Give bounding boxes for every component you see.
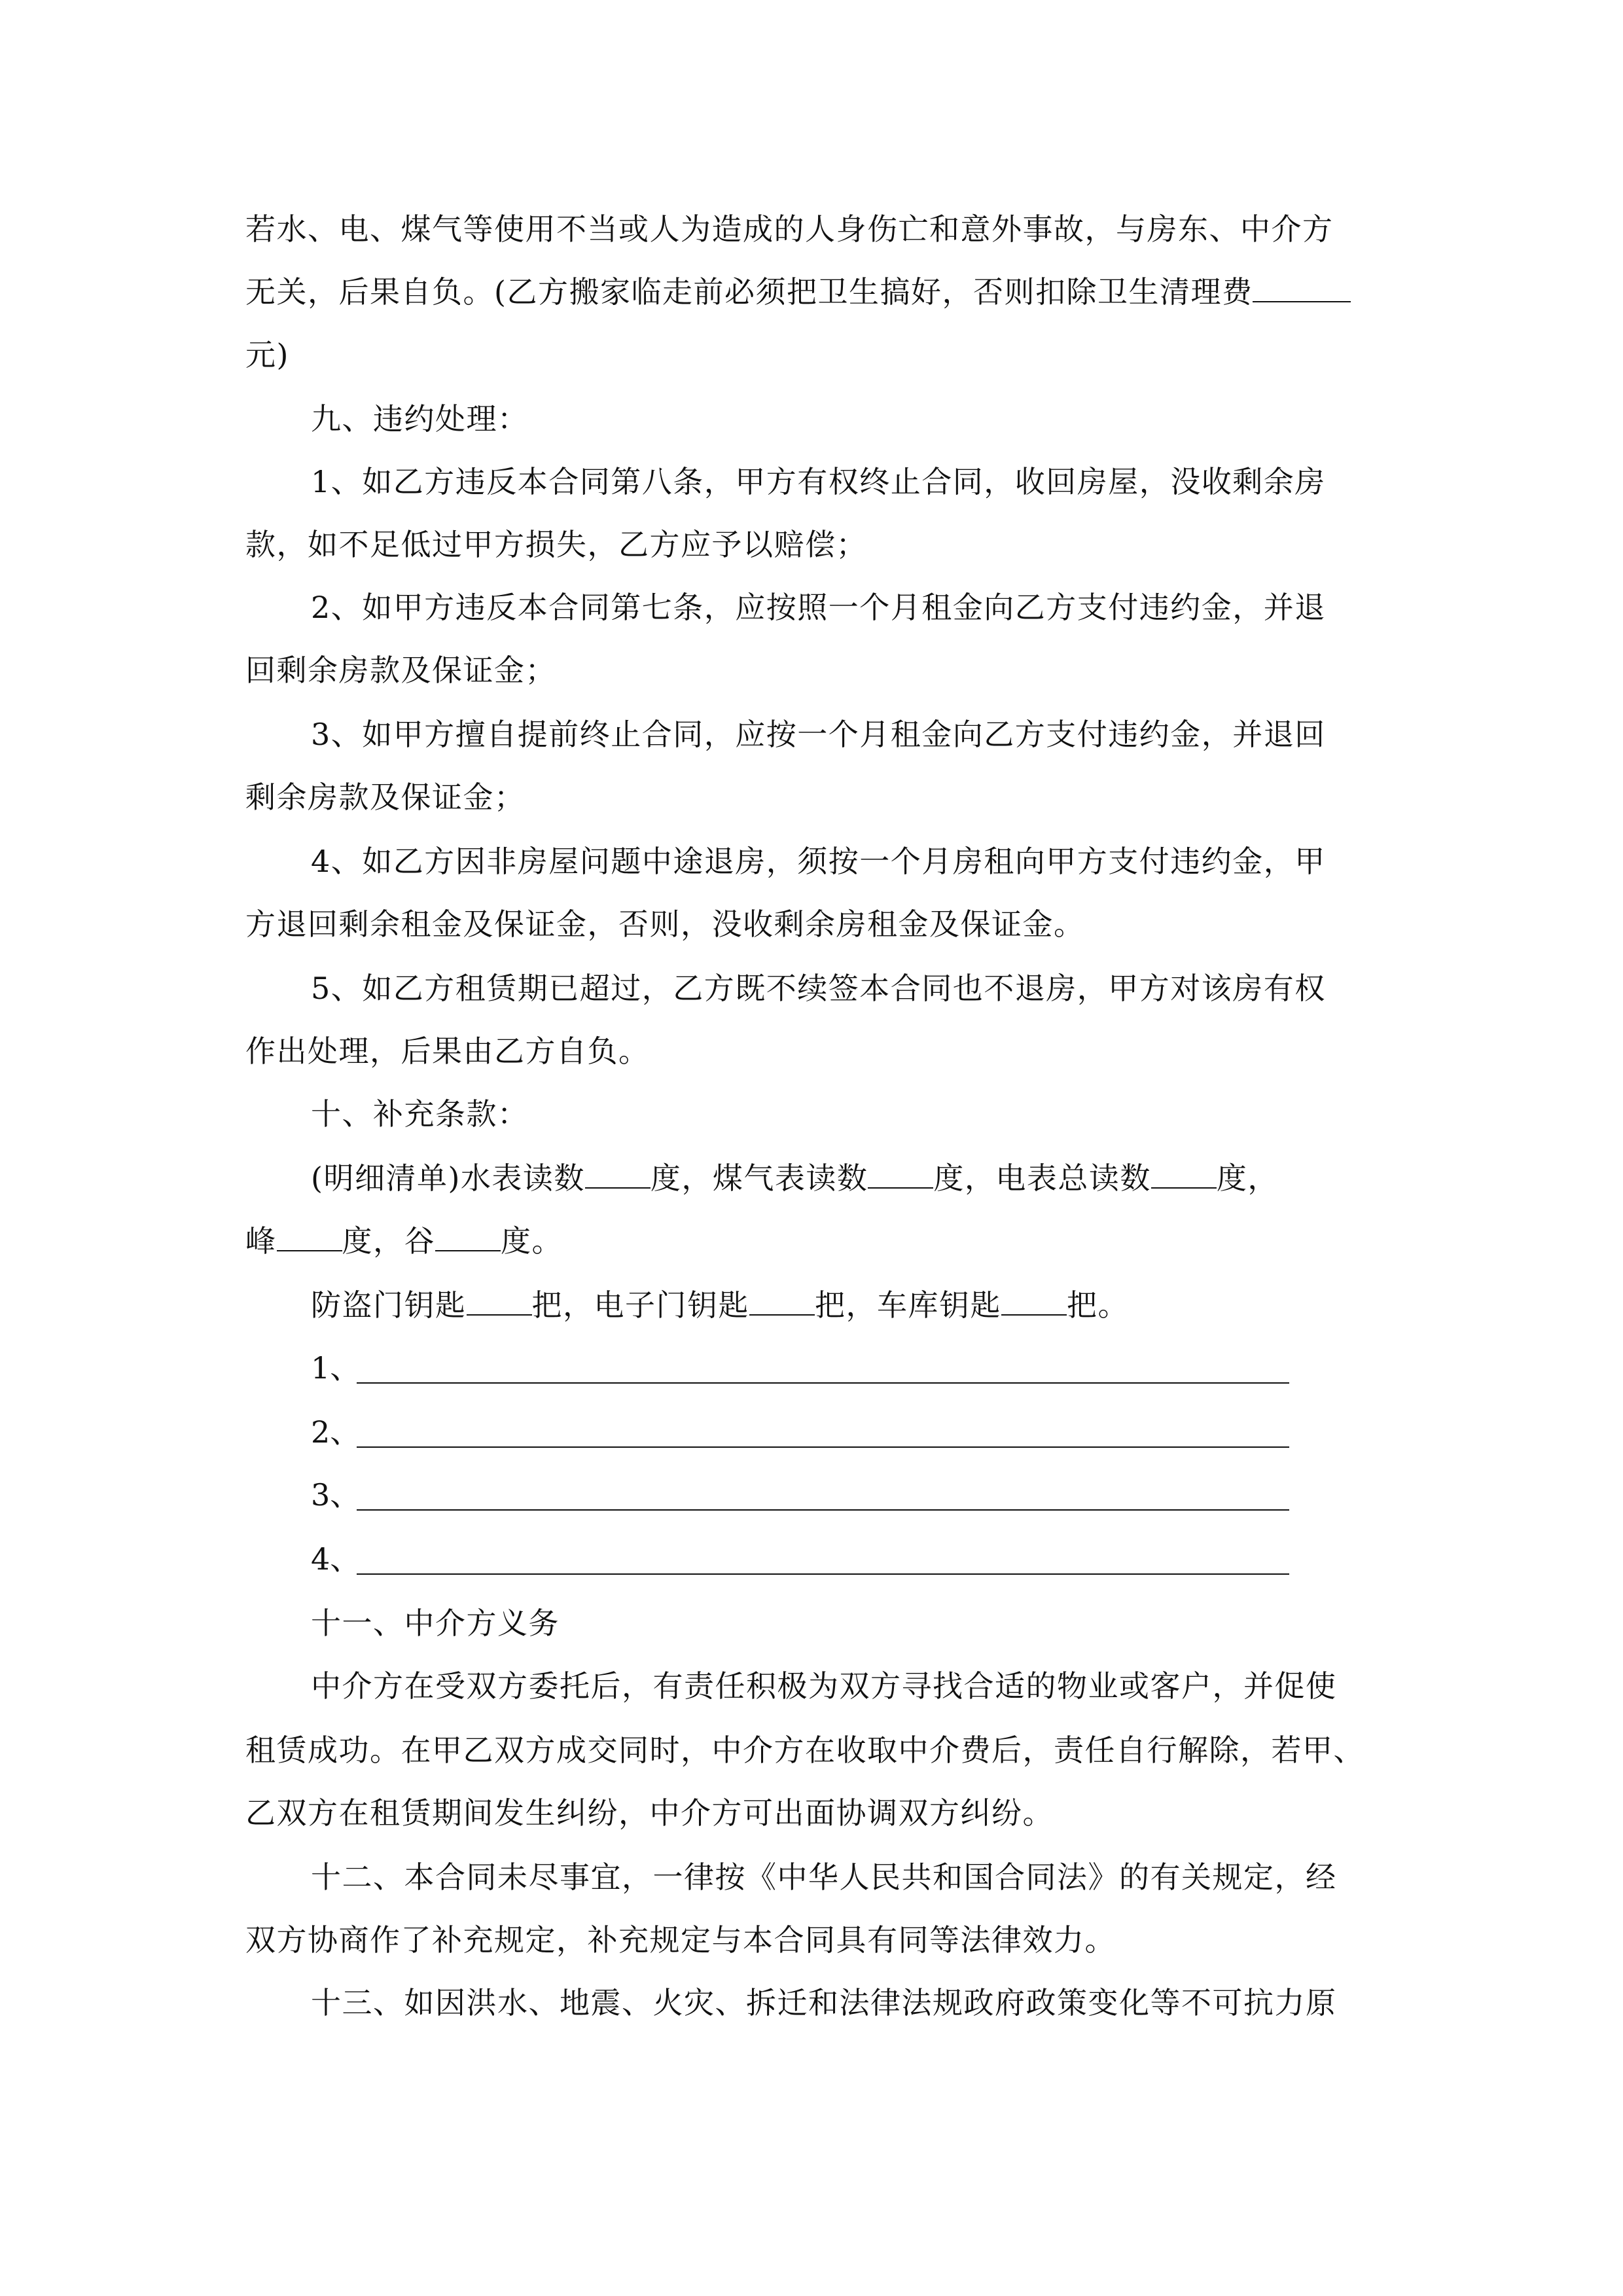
fill-in-line: [357, 1382, 1289, 1384]
electric-meter-blank: [1151, 1158, 1217, 1189]
valley-blank: [435, 1221, 501, 1251]
paragraph-line: 方退回剩余租金及保证金，否则，没收剩余房租金及保证金。: [245, 906, 1085, 942]
item-number: 3、: [311, 1477, 361, 1513]
paragraph-line: 2、如甲方违反本合同第七条，应按照一个月租金向乙方支付违约金，并退: [311, 590, 1326, 625]
paragraph-text: 把。: [1067, 1287, 1129, 1323]
paragraph-line: 3、如甲方擅自提前终止合同，应按一个月租金向乙方支付违约金，并退回: [311, 717, 1326, 752]
supplementary-item: [311, 1348, 360, 1388]
paragraph-line: 1、如乙方违反本合同第八条，甲方有权终止合同，收回房屋，没收剩余房: [311, 464, 1326, 499]
paragraph-text: 度，谷: [342, 1223, 435, 1259]
fill-in-line: [357, 1509, 1289, 1511]
paragraph-text: 度，煤气表读数: [650, 1160, 868, 1196]
paragraph-text: 把，车库钥匙: [815, 1287, 1001, 1323]
paragraph-line: [245, 272, 1351, 312]
supplementary-item: [311, 1412, 360, 1452]
paragraph-line: 十三、如因洪水、地震、火灾、拆迁和法律法规政府政策变化等不可抗力原: [311, 1985, 1337, 2020]
paragraph-text: 度。: [501, 1223, 563, 1259]
paragraph-line: 租赁成功。在甲乙双方成交同时，中介方在收取中介费后，责任自行解除，若甲、: [245, 1732, 1364, 1768]
cleaning-fee-blank: [1253, 272, 1351, 302]
water-meter-blank: [585, 1158, 651, 1189]
supplementary-item: [311, 1475, 360, 1515]
supplementary-item: [311, 1539, 360, 1579]
paragraph-text: 度，: [1216, 1160, 1279, 1196]
keys-line: [311, 1285, 1129, 1325]
paragraph-line: 元): [245, 337, 289, 372]
section-heading: 十一、中介方义务: [311, 1605, 560, 1641]
peak-blank: [277, 1221, 342, 1251]
security-door-key-blank: [467, 1285, 532, 1316]
garage-key-blank: [1001, 1285, 1067, 1316]
paragraph-text: 峰: [245, 1223, 277, 1259]
gas-meter-blank: [868, 1158, 933, 1189]
paragraph-line: 十二、本合同未尽事宜，一律按《中华人民共和国合同法》的有关规定，经: [311, 1859, 1337, 1895]
paragraph-line: 若水、电、煤气等使用不当或人为造成的人身伤亡和意外事故，与房东、中介方: [245, 211, 1334, 247]
paragraph-text: (明细清单)水表读数: [311, 1160, 585, 1196]
item-number: 4、: [311, 1541, 361, 1577]
paragraph-text: 把，电子门钥匙: [531, 1287, 749, 1323]
section-heading: 九、违约处理：: [311, 401, 529, 437]
paragraph-text: 度，电表总读数: [933, 1160, 1151, 1196]
paragraph-text: 防盗门钥匙: [311, 1287, 467, 1323]
paragraph-line: 款，如不足低过甲方损失，乙方应予以赔偿；: [245, 527, 867, 562]
meter-readings-line: [311, 1158, 1279, 1198]
fill-in-line: [357, 1446, 1289, 1448]
paragraph-line: 乙双方在租赁期间发生纠纷，中介方可出面协调双方纠纷。: [245, 1795, 1054, 1831]
paragraph-line: 回剩余房款及保证金；: [245, 653, 556, 688]
section-heading: 十、补充条款：: [311, 1096, 529, 1132]
fill-in-line: [357, 1573, 1289, 1575]
paragraph-line: 双方协商作了补充规定，补充规定与本合同具有同等法律效力。: [245, 1922, 1116, 1958]
item-number: 2、: [311, 1414, 361, 1450]
peak-valley-line: [245, 1221, 563, 1261]
item-number: 1、: [311, 1350, 361, 1386]
paragraph-line: 剩余房款及保证金；: [245, 780, 526, 815]
paragraph-line: 4、如乙方因非房屋问题中途退房，须按一个月房租向甲方支付违约金，甲: [311, 844, 1326, 879]
paragraph-line: 5、如乙方租赁期已超过，乙方既不续签本合同也不退房，甲方对该房有权: [311, 971, 1326, 1006]
paragraph-line: 作出处理，后果由乙方自负。: [245, 1033, 650, 1069]
paragraph-line: 中介方在受双方委托后，有责任积极为双方寻找合适的物业或客户，并促使: [311, 1668, 1337, 1704]
paragraph-text: 无关，后果自负。(乙方搬家临走前必须把卫生搞好，否则扣除卫生清理费: [245, 274, 1253, 310]
electronic-door-key-blank: [749, 1285, 815, 1316]
